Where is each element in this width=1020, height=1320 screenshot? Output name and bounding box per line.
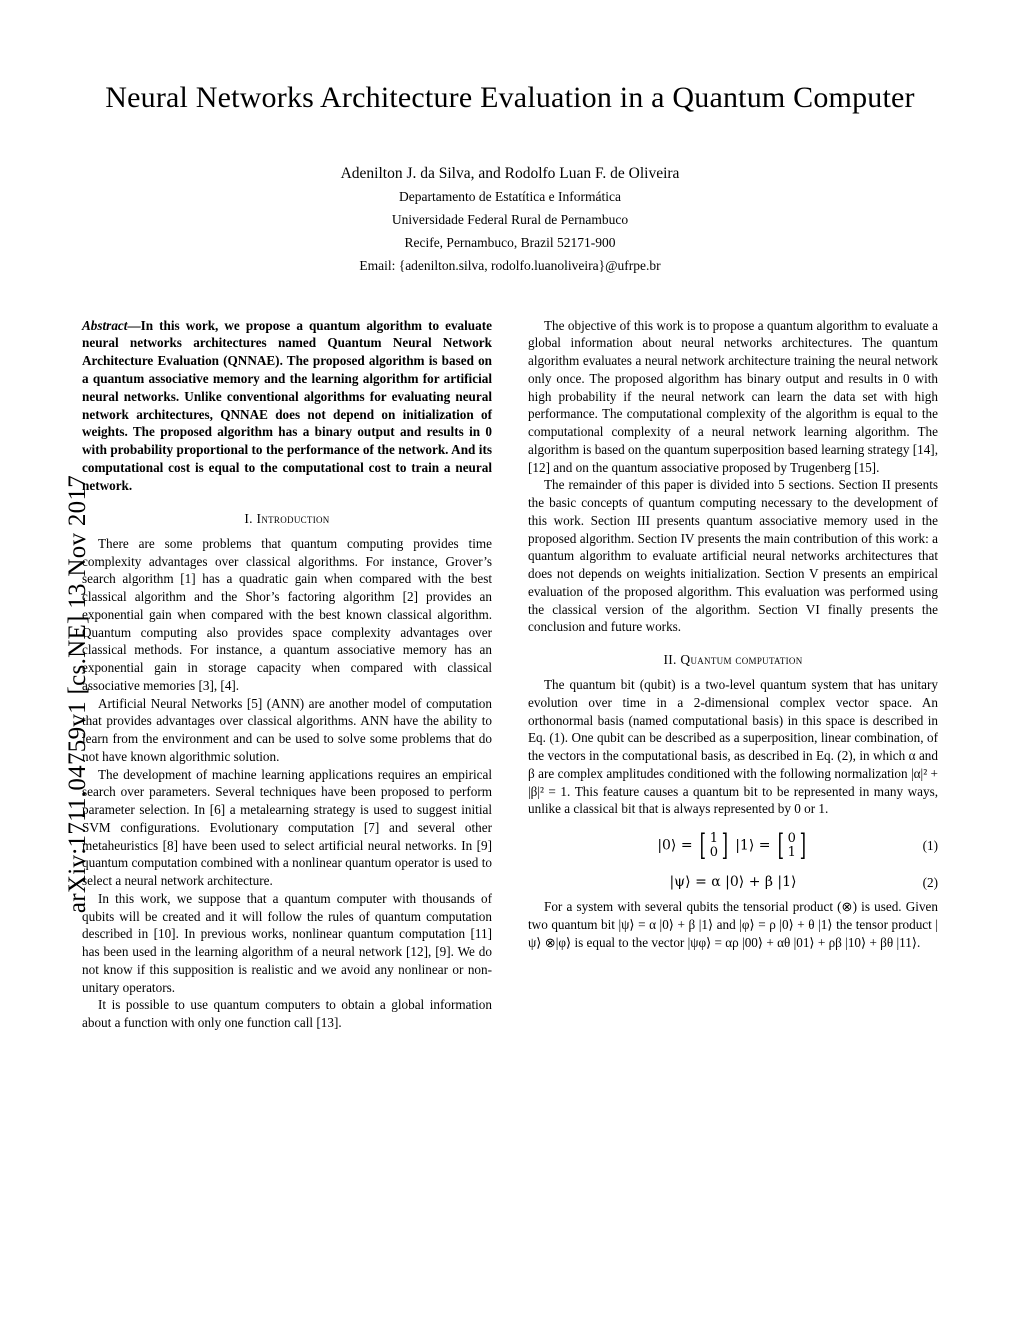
abstract-block: [82, 317, 492, 495]
qubit-paragraph: The quantum bit (qubit) is a two-level quantum system that has unitary evolution over time in a 2-dimensional complex vector space. An orthonormal basis (named computational basis) in this space is described in Eq. (1). One qubit can be described as a superposition, linear combination, of the vectors in the computational basis, as described in Eq. (2), in which α and β are complex amplitudes conditioned with the following normalization |α|² + |β|² = 1. This feature causes a quantum bit to be represented in many ways, unlike a classical bit that is always represented by 0 or 1.: [528, 677, 938, 817]
section-heading-quantum-computation: II. Quantum computation: [663, 652, 803, 668]
equation-1-matrix-zero: [697, 827, 731, 863]
intro-paragraph-1: There are some problems that quantum computing provides time complexity advantages over classical algorithms. For instance, Grover’s search algorithm [1] has a quadratic gain when compared with the best classical algorithm and the Shor’s factoring algorithm [2] provides an exponential gain when compared with the best known classical algorithm. Quantum computing also provides space complexity advantages over classical methods. For instance, a quantum associative memory has an exponential gain in storage capacity when compared with classical associative memories [3], [4].: [82, 535, 492, 693]
tensor-product-paragraph: For a system with several qubits the tensorial product (⊗) is used. Given two quantum bit |ψ⟩ = α |0⟩ + β |1⟩ and |φ⟩ = ρ |0⟩ + θ |1⟩ the tensor product |ψ⟩ ⊗|φ⟩ is equal to the vector |ψφ⟩ = αρ |00⟩ + αθ |01⟩ + ρβ |10⟩ + βθ |11⟩.: [528, 899, 938, 950]
matrix-entry: 1: [709, 831, 719, 847]
arxiv-identifier-stamp: arXiv:1711.04759v1 [cs.NE] 13 Nov 2017: [64, 474, 91, 914]
objective-paragraph: The objective of this work is to propose a quantum algorithm to evaluate a global information about neural networks architectures. The quantum algorithm evaluates a neural network architecture training the neural network only once. The proposed algorithm has binary output and results in 0 with high probability if the neural network can learn the data set with high performance. The computational complexity of the algorithm is equal to the computational complexity of a neural network learning algorithm. The algorithm is based on the quantum superposition based learning strategy [14], [12] and on the quantum associative proposed by Trugenberg [15].: [528, 317, 938, 475]
matrix-entry: 0: [787, 831, 796, 847]
intro-paragraph-4: In this work, we suppose that a quantum computer with thousands of qubits will be created and it will follow the rules of quantum computation described in [10]. In previous works, nonlinear quantum computation [11] has been used in the learning algorithm of a neural network [12], [9]. We do not know if this supposition is realistic and we avoid any nonlinear or non-unitary operators.: [82, 890, 492, 995]
equation-2-body: |ψ⟩ = α |0⟩ + β |1⟩: [669, 874, 797, 891]
equation-1-body: [528, 827, 938, 863]
page-title: Neural Networks Architecture Evaluation in a Quantum Computer: [105, 81, 915, 114]
matrix-entry: 1: [787, 844, 796, 860]
abstract-label: Abstract: [82, 317, 128, 333]
matrix-column: [787, 832, 797, 859]
affiliation-line-1: Departamento de Estatítica e Informática: [399, 188, 621, 204]
equation-2: [528, 873, 938, 892]
equation-1-number: (1): [922, 837, 938, 853]
bracket-right-icon: ]: [799, 827, 807, 863]
matrix-entry: 0: [709, 844, 719, 860]
affiliation-line-3: Recife, Pernambuco, Brazil 52171-900: [404, 234, 616, 250]
affiliation-line-2: Universidade Federal Rural de Pernambuco: [391, 211, 629, 227]
equation-1-matrix-one: [775, 827, 809, 863]
right-column: [528, 317, 938, 1032]
equation-1-lhs: |0⟩ =: [657, 837, 693, 854]
matrix-column: [709, 832, 719, 859]
paper-content: [82, 60, 938, 1032]
equation-1: [528, 827, 938, 863]
abstract-text: —In this work, we propose a quantum algorithm to evaluate neural networks architectures named Quantum Neural Network Architecture Evaluation (QNNAE). The proposed algorithm is based on a quantum associative memory and the learning algorithm for artificial neural networks. Unlike conventional algorithms for evaluating neural network architectures, QNNAE does not depend on initialization of weights. The proposed algorithm has a binary output and results in 0 with probability proportional to the performance of the network. And its computational cost is equal to the computational cost to train a neural network.: [82, 317, 492, 493]
intro-paragraph-3: The development of machine learning applications requires an empirical search over parameters. Several techniques have been proposed to perform parameter selection. In [6] a metalearning strategy is used to suggest initial SVM configurations. Evolutionary computation [7] and several other metaheuristics [8] have been used to select artificial neural networks. In [9] quantum computation combined with a nonlinear quantum operator is used to select a neural network architecture.: [82, 766, 492, 889]
equation-2-number: (2): [922, 875, 938, 890]
section-heading-introduction: I. Introduction: [244, 510, 330, 526]
bracket-left-icon: [: [699, 827, 707, 863]
author-list: Adenilton J. da Silva, and Rodolfo Luan F. de Oliveira: [340, 164, 680, 182]
left-column: [82, 317, 492, 1032]
paper-outline-paragraph: The remainder of this paper is divided into 5 sections. Section II presents the basic concepts of quantum computing necessary to the development of this work. Section III presents quantum associative memory used in the proposed algorithm. Section IV presents the main contribution of this work: a quantum algorithm to evaluate artificial neural networks architectures that does not depends on weights initialization. Section V presents an empirical evaluation of the proposed algorithm. This evaluation was performed using the classical version of the algorithm. Section VI finally presents the conclusion and future works.: [528, 477, 938, 635]
affiliation-email: Email: {adenilton.silva, rodolfo.luanoliveira}@ufrpe.br: [359, 257, 661, 273]
equation-1-mid: |1⟩ =: [735, 837, 771, 854]
two-column-body: [82, 317, 938, 1032]
bracket-left-icon: [: [777, 827, 785, 863]
intro-paragraph-5: It is possible to use quantum computers to obtain a global information about a function with only one function call [13].: [82, 997, 492, 1031]
bracket-right-icon: ]: [721, 827, 729, 863]
intro-paragraph-2: Artificial Neural Networks [5] (ANN) are another model of computation that provides advantages over classical algorithms. ANN have the ability to learn from the environment and can be used to solve some problems that do not have known algorithmic solution.: [82, 695, 492, 764]
